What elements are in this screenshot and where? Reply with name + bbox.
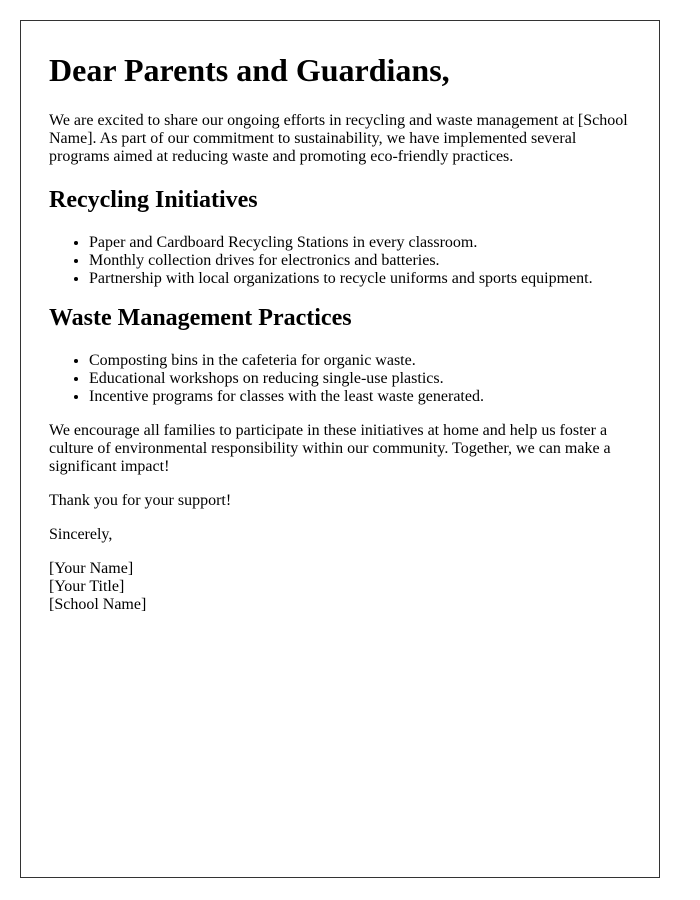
signature-block	[49, 560, 631, 614]
closing-line: Sincerely,	[49, 526, 113, 543]
list-item: • Educational workshops on reducing single-use plastics.	[89, 370, 631, 388]
thanks-line: Thank you for your support!	[49, 492, 232, 509]
signature-school: [School Name]	[49, 596, 147, 613]
recycling-heading: Recycling Initiatives	[49, 187, 258, 213]
list-item: • Incentive programs for classes with the least waste generated.	[89, 388, 631, 406]
list-item: • Monthly collection drives for electronics and batteries.	[89, 252, 631, 270]
list-item: • Partnership with local organizations to recycle uniforms and sports equipment.	[89, 270, 631, 288]
encourage-paragraph: We encourage all families to participate in these initiatives at home and help us foster a culture of environmental responsibility within our community. Together, we can make a significant impact!	[49, 422, 611, 475]
salutation-heading: Dear Parents and Guardians,	[49, 52, 450, 88]
recycling-list	[49, 234, 631, 288]
list-item: • Composting bins in the cafeteria for organic waste.	[89, 352, 631, 370]
letter-page	[20, 20, 660, 878]
signature-title: [Your Title]	[49, 578, 125, 595]
signature-name: [Your Name]	[49, 560, 134, 577]
list-item: • Paper and Cardboard Recycling Stations in every classroom.	[89, 234, 631, 252]
intro-paragraph: We are excited to share our ongoing efforts in recycling and waste management at [School Name]. As part of our commitment to sustainability, we have implemented several programs aimed at reducing waste and promoting eco-friendly practices.	[49, 112, 628, 165]
waste-heading: Waste Management Practices	[49, 305, 352, 331]
waste-list	[49, 352, 631, 406]
